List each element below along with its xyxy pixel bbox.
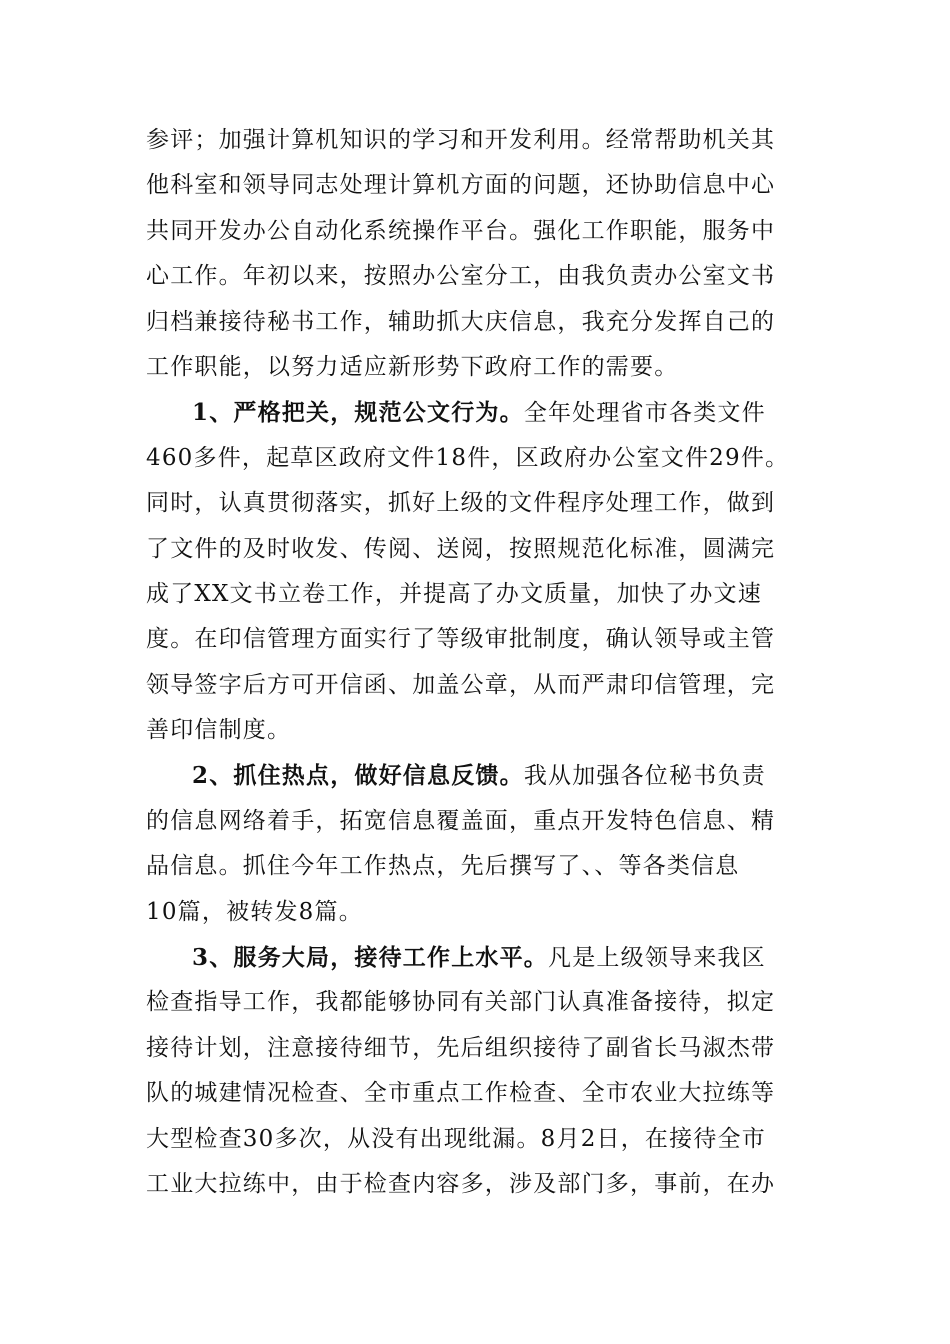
section-2-lead-text: 我从加强各位秘书负责 bbox=[523, 763, 766, 790]
text-line: 领导签字后方可开信函、加盖公章，从而严肃印信管理，完 bbox=[146, 671, 776, 698]
text-line: 工作职能，以努力适应新形势下政府工作的需要。 bbox=[146, 353, 679, 380]
text-line: 成了XX文书立卷工作，并提高了办文质量，加快了办文速 bbox=[146, 580, 762, 607]
text-line: 460多件，起草区政府文件18件，区政府办公室文件29件。 bbox=[146, 444, 790, 471]
section-1-first-line bbox=[146, 390, 836, 435]
text-line: 他科室和领导同志处理计算机方面的问题，还协助信息中心 bbox=[146, 172, 776, 199]
section-3-paragraph bbox=[146, 935, 836, 1207]
section-2-paragraph bbox=[146, 753, 836, 935]
section-1-lead-text: 全年处理省市各类文件 bbox=[523, 400, 766, 427]
section-3-heading: 3、服务大局，接待工作上水平。 bbox=[192, 944, 549, 972]
text-line: 队的城建情况检查、全市重点工作检查、全市农业大拉练等 bbox=[146, 1080, 776, 1107]
text-line: 共同开发办公自动化系统操作平台。强化工作职能，服务中 bbox=[146, 217, 776, 244]
text-line: 归档兼接待秘书工作，辅助抓大庆信息，我充分发挥自己的 bbox=[146, 308, 776, 335]
text-line: 工业大拉练中，由于检查内容多，涉及部门多，事前，在办 bbox=[146, 1170, 776, 1197]
text-line: 善印信制度。 bbox=[146, 717, 292, 744]
section-2-first-line bbox=[146, 753, 836, 798]
text-line: 度。在印信管理方面实行了等级审批制度，确认领导或主管 bbox=[146, 626, 776, 653]
text-line: 10篇，被转发8篇。 bbox=[146, 898, 363, 925]
section-1-heading: 1、严格把关，规范公文行为。 bbox=[192, 399, 524, 427]
text-line: 检查指导工作，我都能够协同有关部门认真准备接待，拟定 bbox=[146, 989, 776, 1016]
text-line: 心工作。年初以来，按照办公室分工，由我负责办公室文书 bbox=[146, 263, 776, 290]
text-line: 接待计划，注意接待细节，先后组织接待了副省长马淑杰带 bbox=[146, 1034, 776, 1061]
text-line: 的信息网络着手，拓宽信息覆盖面，重点开发特色信息、精 bbox=[146, 807, 776, 834]
section-1-paragraph bbox=[146, 390, 836, 753]
section-3-first-line bbox=[146, 935, 836, 980]
text-line: 同时，认真贯彻落实，抓好上级的文件程序处理工作，做到 bbox=[146, 490, 776, 517]
text-line: 品信息。抓住今年工作热点，先后撰写了、、等各类信息 bbox=[146, 853, 740, 880]
text-line: 大型检查30多次，从没有出现纰漏。8月2日，在接待全市 bbox=[146, 1125, 766, 1152]
text-line: 参评；加强计算机知识的学习和开发利用。经常帮助机关其 bbox=[146, 127, 776, 153]
section-3-lead-text: 凡是上级领导来我区 bbox=[548, 945, 766, 972]
section-2-heading: 2、抓住热点，做好信息反馈。 bbox=[192, 762, 524, 790]
intro-paragraph bbox=[146, 118, 836, 390]
document-body bbox=[146, 118, 836, 1207]
text-line: 了文件的及时收发、传阅、送阅，按照规范化标准，圆满完 bbox=[146, 535, 776, 562]
